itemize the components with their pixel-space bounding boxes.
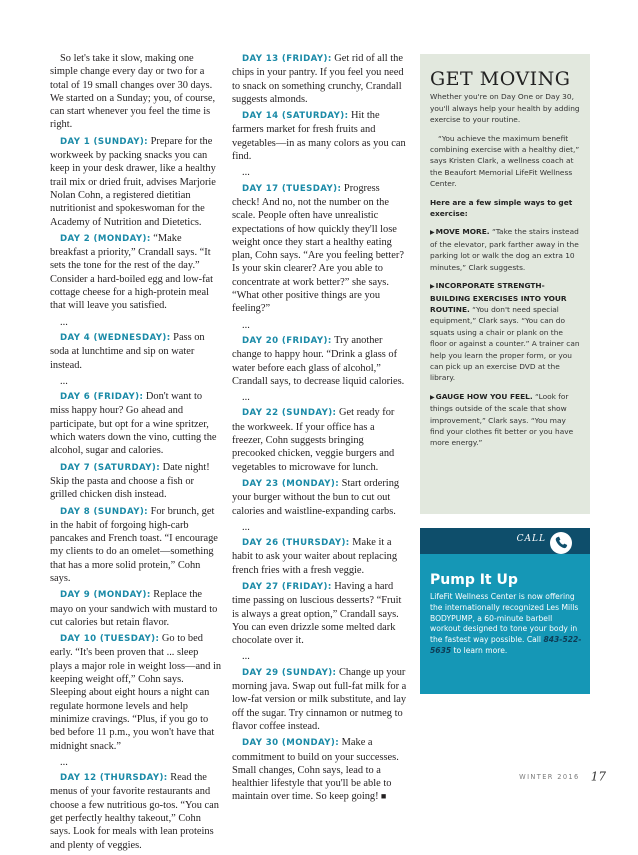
day-label: DAY 6 (FRIDAY): bbox=[60, 392, 144, 403]
day-label: DAY 1 (SUNDAY): bbox=[60, 136, 148, 147]
triangle-bullet-icon: ▶ bbox=[430, 393, 435, 401]
phone-number[interactable]: 843-522-5635 bbox=[430, 635, 582, 655]
day-entry bbox=[50, 232, 222, 313]
ellipsis: ... bbox=[60, 316, 68, 328]
day-text: Change up your morning java. Swap out full-fat milk for a low-fat version or milk substitute, and lay off the sugar. Try cinnamon or nutmeg to flavor coffee instead. bbox=[232, 666, 407, 732]
sidebar-lead: Here are a few simple ways to get exercise: bbox=[430, 197, 573, 219]
ellipsis: ... bbox=[60, 756, 68, 768]
day-entry bbox=[50, 390, 222, 457]
day-text: Pass on soda at lunchtime and sip on water instead. bbox=[50, 331, 205, 371]
day-text: Hit the farmers market for fresh fruits and vegetables—in as many colors as you can find. bbox=[232, 110, 406, 163]
day-label: DAY 26 (THURSDAY): bbox=[242, 538, 350, 549]
day-text: Read the menus of your favorite restaurants and choose a few nutritious go-tos. “You can get perfectly healthy takeout,” Cohn says. Look for meals with lean proteins and plenty of veggies. bbox=[50, 772, 219, 851]
ellipsis: ... bbox=[242, 392, 250, 404]
phone-icon bbox=[550, 532, 572, 554]
call-band bbox=[420, 528, 590, 554]
day-entry bbox=[232, 666, 408, 733]
day-entry bbox=[232, 182, 408, 316]
article-intro: So let's take it slow, making one simple change every day or two for a total of 19 small changes over 30 days. We started on a Sunday; you, of course, can start whenever you feel the time is right. bbox=[50, 53, 216, 131]
day-label: DAY 12 (THURSDAY): bbox=[60, 773, 168, 784]
exercise-tip bbox=[430, 391, 582, 449]
day-label: DAY 4 (WEDNESDAY): bbox=[60, 332, 171, 343]
day-entry bbox=[50, 135, 222, 229]
call-text: LifeFit Wellness Center is now offering the internationally recognized Les Mills BODYPUMP, a 60-minute barbell workout designed to tone your body in the fastest way possible. Call bbox=[430, 592, 579, 645]
day-label: DAY 22 (SUNDAY): bbox=[242, 408, 337, 419]
day-entry bbox=[232, 580, 408, 647]
call-label: CALL bbox=[516, 534, 546, 544]
day-text: Having a hard time passing on luscious desserts? “Fruit is always a great option,” Crandall says. You can even drizzle some melted dark chocolate over it. bbox=[232, 580, 402, 647]
day-label: DAY 8 (SUNDAY): bbox=[60, 506, 148, 517]
sidebar-paragraph: “You achieve the maximum benefit combining exercise with a healthy diet,” says Kristen Clark, a wellness coach at the Beaufort Memorial LifeFit Wellness Center. bbox=[430, 133, 580, 189]
day-label: DAY 14 (SATURDAY): bbox=[242, 111, 349, 122]
tip-heading: MOVE MORE. bbox=[435, 227, 490, 237]
day-entry bbox=[232, 536, 408, 577]
day-text: “Make breakfast a priority,” Crandall says. “It sets the tone for the rest of the day.” Consider a hard-boiled egg and low-fat cottage cheese for a high-protein meal that will leave you satisfied. bbox=[50, 232, 214, 312]
day-label: DAY 29 (SUNDAY): bbox=[242, 667, 337, 678]
day-entry bbox=[50, 588, 222, 629]
tip-text: “Look for things outside of the scale that show improvement,” Clark says. “You may find your clothes fit better or you have more energy.” bbox=[430, 391, 574, 448]
get-moving-sidebar bbox=[420, 54, 590, 514]
day-text: Prepare for the workweek by packing snacks you can keep in your desk drawer, like a healthy trail mix or dried fruit, advises Marjorie Nolan Cohn, a registered dietitian nutritionist and spokeswoman for the Academy of Nutrition and Dietetics. bbox=[50, 135, 216, 228]
day-label: DAY 20 (FRIDAY): bbox=[242, 335, 332, 346]
end-mark: ■ bbox=[378, 791, 387, 802]
day-label: DAY 23 (MONDAY): bbox=[242, 478, 340, 489]
day-text: Date night! Skip the pasta and choose a fish or grilled chicken dish instead. bbox=[50, 461, 210, 501]
day-label: DAY 27 (FRIDAY): bbox=[242, 581, 332, 592]
day-entry bbox=[50, 331, 222, 372]
day-entry bbox=[50, 461, 222, 502]
ellipsis: ... bbox=[242, 651, 250, 663]
tip-heading: INCORPORATE STRENGTH-BUILDING EXERCISES INTO YOUR ROUTINE. bbox=[430, 281, 567, 314]
tip-heading: GAUGE HOW YOU FEEL. bbox=[435, 391, 533, 401]
day-text: Make it a habit to ask your waiter about replacing french fries with a fresh veggie. bbox=[232, 537, 398, 576]
day-label: DAY 30 (MONDAY): bbox=[242, 738, 340, 749]
day-entry bbox=[232, 334, 408, 388]
day-text: Progress check! And no, not the number on the scale. People often have unrealistic expectations of how quickly they'll lose weight once they start a healthy eating plan, Cohn says. “Are you feeling better? Is your skin clearer? Are you able to concentrate at work better?” she says. “What other positive things are you feeling?” bbox=[232, 182, 404, 315]
day-label: DAY 7 (SATURDAY): bbox=[60, 462, 161, 473]
day-text: Go to bed early. “It's been proven that ... sleep plays a major role in weight loss—and in keeping weight off,” Cohn says. Sleeping about eight hours a night can regulate hormone levels and help minimize cravings. “Plus, if you go to bed before 11 p.m., you won't have that midnight snack.” bbox=[50, 633, 222, 752]
day-text: Don't want to miss happy hour? Go ahead and participate, but opt for a wine spritzer, which waters down the vino, cutting the alcohol, sugar and calories. bbox=[50, 391, 217, 457]
day-text: Get ready for the workweek. If your office has a freezer, Cohn suggests bringing precooked chicken, veggie burgers and vegetables to microwave for lunch. bbox=[232, 407, 395, 473]
day-entry bbox=[232, 736, 408, 803]
day-text: Start ordering your burger without the bun to cut out calories and waistline-expanding carbs. bbox=[232, 477, 400, 517]
page-folio bbox=[519, 766, 606, 785]
day-text: Replace the mayo on your sandwich with mustard to cut calories but retain flavor. bbox=[50, 589, 218, 628]
day-text: For brunch, get in the habit of forgoing high-carb pancakes and French toast. “I encourage my clients to do an omelet—something that has a more solid protein,” Cohn says. bbox=[50, 505, 218, 584]
day-label: DAY 9 (MONDAY): bbox=[60, 590, 151, 601]
article-column-1 bbox=[50, 52, 222, 855]
day-entry bbox=[232, 109, 408, 163]
triangle-bullet-icon: ▶ bbox=[430, 229, 435, 237]
sidebar-title: GET MOVING bbox=[430, 68, 571, 90]
day-label: DAY 17 (TUESDAY): bbox=[242, 183, 342, 194]
day-text: Try another change to happy hour. “Drink a glass of water before each glass of alcohol,” Crandall says, to decrease liquid calories. bbox=[232, 334, 405, 387]
day-entry bbox=[50, 505, 222, 586]
day-label: DAY 13 (FRIDAY): bbox=[242, 54, 332, 64]
article-column-2 bbox=[232, 52, 408, 807]
call-body bbox=[430, 592, 582, 657]
page-number: 17 bbox=[590, 769, 606, 784]
day-entry bbox=[50, 632, 222, 753]
exercise-tip bbox=[430, 226, 582, 273]
day-entry bbox=[232, 477, 408, 518]
call-tail: to learn more. bbox=[451, 645, 508, 655]
call-box bbox=[420, 528, 590, 694]
ellipsis: ... bbox=[242, 167, 250, 179]
ellipsis: ... bbox=[242, 319, 250, 331]
triangle-bullet-icon: ▶ bbox=[430, 283, 435, 291]
day-text: Make a commitment to build on your successes. Small changes, Cohn says, lead to a healthier lifestyle that you'll be able to maintain over time. So keep going! bbox=[232, 737, 399, 803]
ellipsis: ... bbox=[242, 521, 250, 533]
ellipsis: ... bbox=[60, 375, 68, 387]
issue-label: WINTER 2016 bbox=[519, 772, 580, 781]
exercise-tip bbox=[430, 280, 582, 384]
call-title: Pump It Up bbox=[430, 572, 518, 588]
day-entry bbox=[232, 52, 408, 106]
tip-text: “Take the stairs instead of the elevator, park farther away in the parking lot or walk the dog an extra 10 minutes,” Clark suggests. bbox=[430, 227, 579, 272]
tip-text: “You don't need special equipment,” Clark says. “You can do squats using a chair or plank on the floor or against a counter.” A trainer can help you learn the proper form, or you can pick up an exercise DVD at the library. bbox=[430, 304, 580, 383]
sidebar-paragraph: Whether you're on Day One or Day 30, you'll always help your health by adding exercise to your routine. bbox=[430, 92, 580, 125]
day-entry bbox=[232, 406, 408, 473]
day-text: Get rid of all the chips in your pantry. If you feel you need to snack on something crunchy, Crandall suggests almonds. bbox=[232, 53, 404, 105]
day-label: DAY 2 (MONDAY): bbox=[60, 233, 151, 244]
day-entry bbox=[50, 771, 222, 852]
phone-badge bbox=[550, 532, 572, 554]
day-label: DAY 10 (TUESDAY): bbox=[60, 634, 160, 645]
